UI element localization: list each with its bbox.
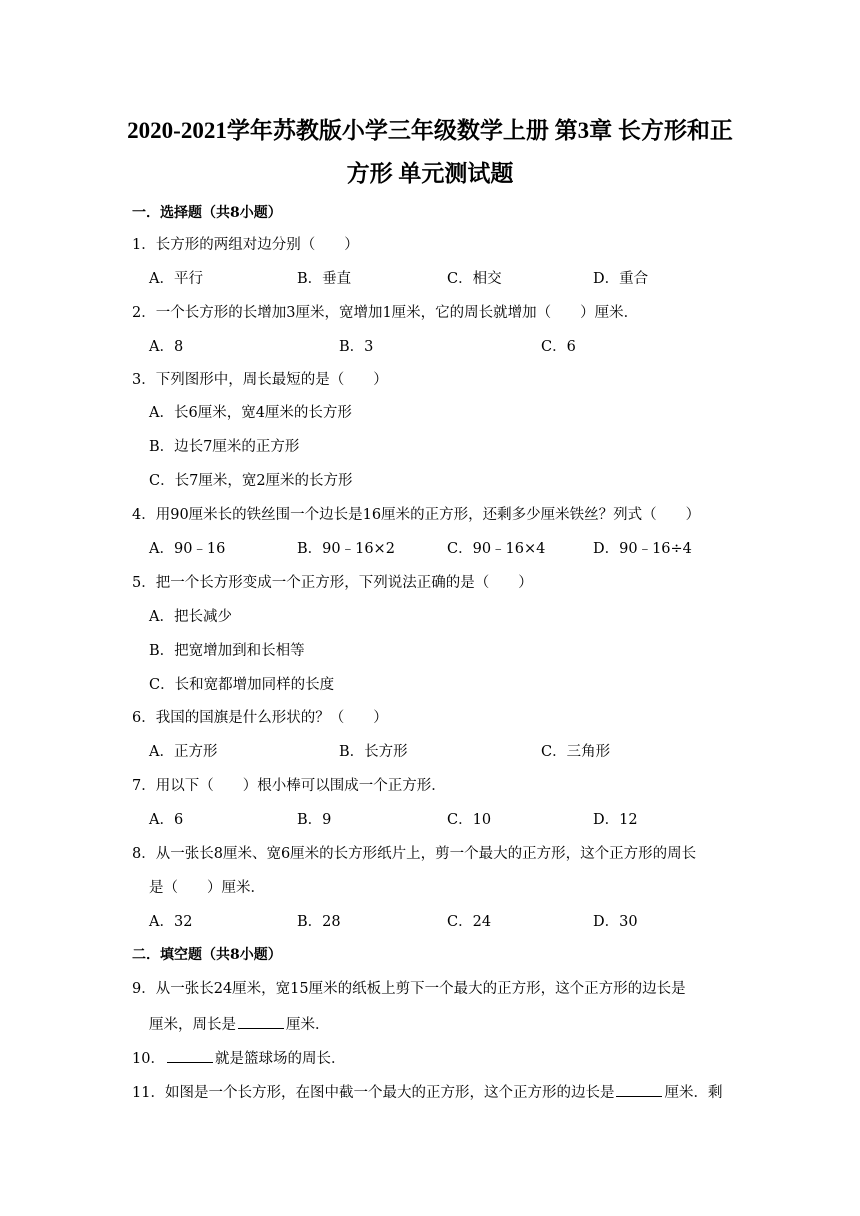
question-number: 8．: [132, 846, 156, 862]
question-number: 10．: [132, 1051, 165, 1067]
question-1: [132, 236, 359, 254]
question-5: [132, 574, 533, 592]
question-number: 4．: [132, 507, 156, 523]
answer-blank: [616, 1082, 662, 1097]
option-b: B．把宽增加到和长相等: [149, 643, 305, 659]
option-c: C．长和宽都增加同样的长度: [149, 677, 335, 693]
option-c: C．24: [447, 914, 492, 930]
option-a: A．长6厘米，宽4厘米的长方形: [149, 405, 352, 421]
option-b: B．垂直: [297, 271, 352, 287]
question-2: [132, 304, 638, 322]
question-text: 我国的国旗是什么形状的？（ ）: [155, 710, 388, 726]
question-8-continued: 是（ ）厘米．: [149, 880, 265, 896]
question-number: 1．: [132, 237, 156, 253]
question-8: [132, 845, 696, 863]
question-7: [132, 777, 446, 795]
answer-blank: [167, 1048, 213, 1063]
option-c: C．三角形: [541, 744, 611, 760]
option-a: A．90﹣16: [149, 541, 226, 557]
option-b: B．边长7厘米的正方形: [149, 439, 300, 455]
question-number: 9．: [132, 981, 156, 997]
question-9: [132, 980, 686, 998]
text-segment: 厘米，周长是: [149, 1017, 236, 1033]
option-c: C．10: [447, 812, 492, 828]
option-b: B．90﹣16×2: [297, 541, 395, 557]
question-number: 7．: [132, 778, 156, 794]
question-9-continued: [149, 1014, 330, 1034]
question-number: 6．: [132, 710, 156, 726]
option-b: B．长方形: [339, 744, 408, 760]
option-b: B．28: [297, 914, 341, 930]
question-10: [132, 1048, 345, 1068]
question-text: 从一张长24厘米，宽15厘米的纸板上剪下一个最大的正方形，这个正方形的边长是: [155, 981, 686, 997]
question-text: 从一张长8厘米、宽6厘米的长方形纸片上，剪一个最大的正方形，这个正方形的周长: [155, 846, 697, 862]
question-3: [132, 371, 388, 389]
question-4: [132, 506, 700, 524]
option-c: C．相交: [447, 271, 502, 287]
question-text: 用以下（ ）根小棒可以围成一个正方形．: [155, 778, 446, 794]
option-b: B．9: [297, 812, 332, 828]
question-number: 5．: [132, 575, 156, 591]
option-a: A．6: [149, 812, 184, 828]
option-a: A．32: [149, 914, 193, 930]
option-c: C．6: [541, 339, 576, 355]
question-number: 2．: [132, 305, 156, 321]
title-line-2: 方形 单元测试题: [346, 161, 514, 186]
question-text: 下列图形中，周长最短的是（ ）: [155, 372, 388, 388]
text-segment: 厘米．剩: [664, 1085, 723, 1101]
section-heading-choice: 一．选择题（共8小题）: [132, 205, 282, 221]
option-d: D．30: [593, 914, 638, 930]
question-text: 就是篮球场的周长．: [214, 1051, 346, 1067]
option-a: A．正方形: [149, 744, 218, 760]
option-d: D．90﹣16÷4: [593, 541, 692, 557]
option-d: D．12: [593, 812, 638, 828]
question-11: [132, 1082, 722, 1102]
question-number: 3．: [132, 372, 156, 388]
option-b: B．3: [339, 339, 374, 355]
option-d: D．重合: [593, 271, 649, 287]
option-c: C．90﹣16×4: [447, 541, 546, 557]
question-number: 11．: [132, 1085, 165, 1101]
title-line-1: 2020-2021学年苏教版小学三年级数学上册 第3章 长方形和正: [127, 118, 733, 143]
option-c: C．长7厘米，宽2厘米的长方形: [149, 473, 353, 489]
option-a: A．把长减少: [149, 609, 232, 625]
option-a: A．平行: [149, 271, 203, 287]
question-text: 把一个长方形变成一个正方形，下列说法正确的是（ ）: [155, 575, 533, 591]
question-text: 一个长方形的长增加3厘米，宽增加1厘米，它的周长就增加（ ）厘米．: [155, 305, 639, 321]
text-segment: 厘米．: [286, 1017, 330, 1033]
question-text: 长方形的两组对边分别（ ）: [155, 237, 359, 253]
question-text: 如图是一个长方形，在图中截一个最大的正方形，这个正方形的边长是: [164, 1085, 615, 1101]
section-heading-fill: 二．填空题（共8小题）: [132, 947, 282, 963]
question-text: 用90厘米长的铁丝围一个边长是16厘米的正方形，还剩多少厘米铁丝？列式（ ）: [155, 507, 701, 523]
answer-blank: [238, 1014, 284, 1029]
option-a: A．8: [149, 339, 184, 355]
question-6: [132, 709, 388, 727]
